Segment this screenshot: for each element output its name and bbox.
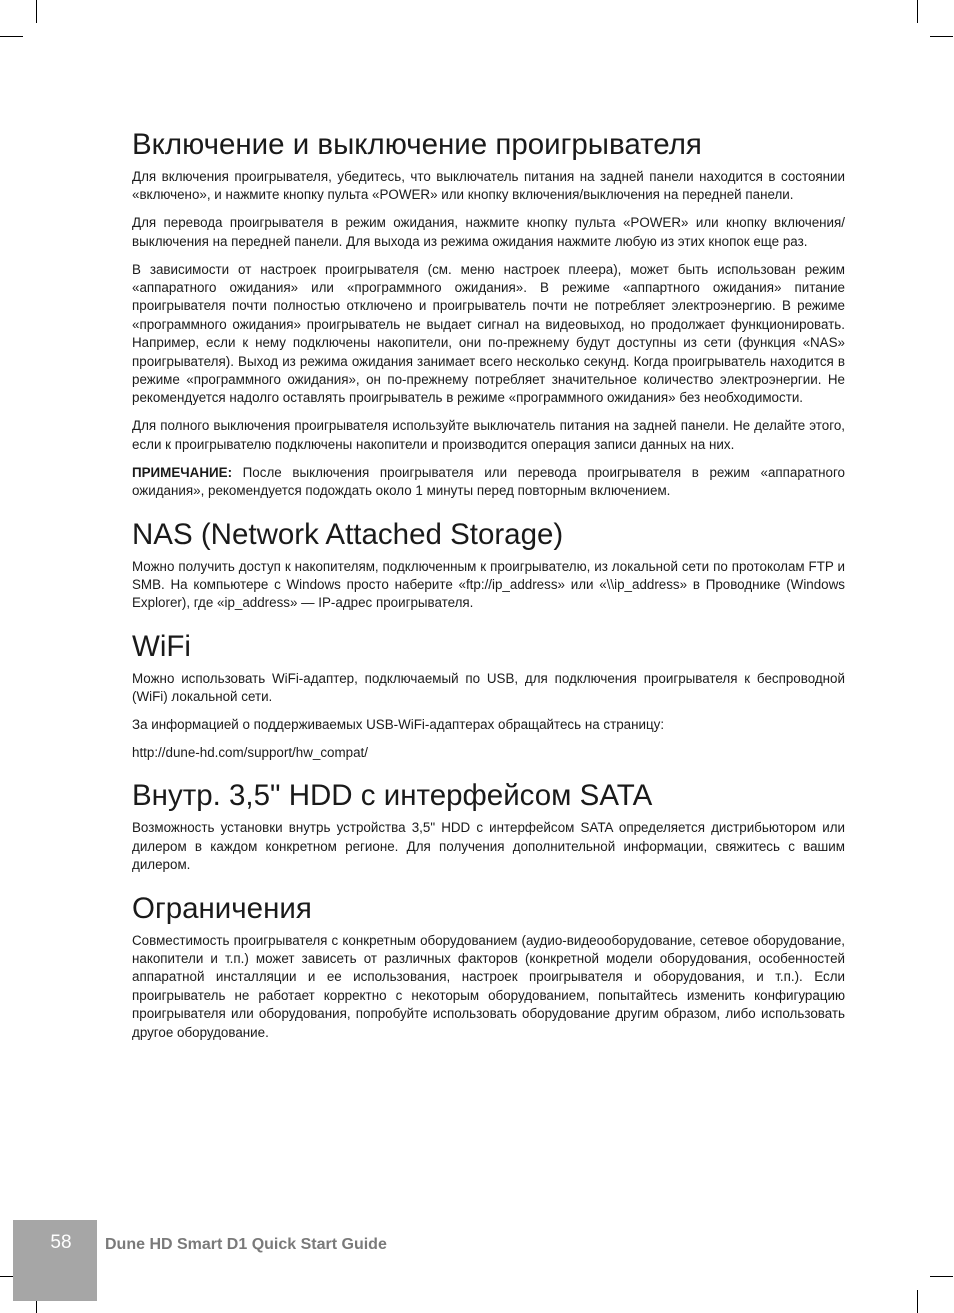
crop-mark [917, 1290, 918, 1313]
crop-mark [36, 0, 37, 23]
crop-mark [917, 0, 918, 23]
paragraph: Для включения проигрывателя, убедитесь, что выключатель питания на задней панели находится в состоянии «включено», и нажмите кнопку пульта «POWER» или кнопку включения/выключения на передней панели. [132, 169, 845, 203]
section-limitations [132, 889, 845, 1042]
section-title: Внутр. 3,5" HDD с интерфейсом SATA [132, 779, 653, 813]
section-title: Ограничения [132, 891, 312, 925]
note-text: После выключения проигрывателя или перевода проигрывателя в режим «аппаратного ожидания», рекомендуется подождать около 1 минуты перед повторным включением. [132, 464, 845, 499]
paragraph: Для перевода проигрывателя в режим ожидания, нажмите кнопку пульта «POWER» или кнопку включения/выключения на передней панели. Для выхода из режима ожидания нажмите любую из этих кнопок еще раз. [132, 215, 845, 249]
section-nas [132, 515, 845, 613]
section-title: NAS (Network Attached Storage) [132, 517, 564, 551]
footer-guide-title: Dune HD Smart D1 Quick Start Guide [105, 1236, 387, 1253]
paragraph: Можно получить доступ к накопителям, подключенным к проигрывателю, из локальной сети по протоколам FTP и SMB. На компьютере с Windows просто наберите «ftp://ip_address» или «\\ip_address» в Проводнике (Windows Explorer), где «ip_address» — IP-адрес проигрывателя. [132, 558, 845, 611]
crop-mark [930, 1276, 953, 1277]
note-paragraph [132, 464, 845, 501]
page-number-box [13, 1220, 97, 1301]
paragraph: Можно использовать WiFi-адаптер, подключаемый по USB, для подключения проигрывателя к беспроводной (WiFi) локальной сети. [132, 670, 845, 705]
section-title: Включение и выключение проигрывателя [132, 128, 702, 161]
page-content [132, 125, 845, 1052]
page-number: 58 [50, 1232, 72, 1253]
paragraph: За информацией о поддерживаемых USB-WiFi-адаптерах обращайтесь на страницу: [132, 717, 665, 733]
paragraph: Возможность установки внутрь устройства 3,5" HDD с интерфейсом SATA определяется дистрибьютором или дилером в каждом конкретном регионе. Для получения дополнительной информации, свяжитесь с вашим дилером. [132, 820, 845, 873]
paragraph: Совместимость проигрывателя с конкретным оборудованием (аудио-видеооборудование, сетевое оборудование, накопители и т.п.) может зависеть от различных факторов (конкретной модели оборудования, особенностей аппаратной инсталляции и ее использования, настроек проигрывателя и оборудования, и т.п.). Если проигрыватель не работает корректно с некоторым оборудованием, попытайтесь изменить конфигурацию проигрывателя или оборудования, попробуйте использовать оборудование другим образом, либо использовать другое оборудование. [132, 932, 845, 1040]
section-wifi [132, 627, 845, 763]
section-hdd [132, 776, 845, 874]
url-text: http://dune-hd.com/support/hw_compat/ [132, 744, 368, 760]
note-label: ПРИМЕЧАНИЕ: [132, 464, 233, 480]
crop-mark [0, 36, 23, 37]
paragraph: Для полного выключения проигрывателя используйте выключатель питания на задней панели. Не делайте этого, если к проигрывателю подключены накопители и производится операция записи данных на них. [132, 418, 845, 452]
paragraph: В зависимости от настроек проигрывателя (см. меню настроек плеера), может быть использован режим «аппаратного ожидания» или «программного ожидания». В режиме «аппартного ожидания» питание проигрывателя почти полностью отключено и проигрыватель почти не потребляет электроэнергию. В режиме «программного ожидания» проигрыватель не выдает сигнал на видеовыход, но продолжает функционировать. Например, если к нему подключены накопители, они по-прежнему будут доступны из сети (функция «NAS» проигрывателя). Выход из режима ожидания занимает всего несколько секунд. Когда проигрыватель находится в режиме «программного ожидания», он по-прежнему потребляет значительное количество электроэнергии. Не рекомендуется надолго оставлять проигрыватель в режиме «программного ожидания» без необходимости. [132, 261, 845, 406]
section-title: WiFi [132, 629, 191, 663]
section-power [132, 125, 845, 501]
crop-mark [930, 36, 953, 37]
